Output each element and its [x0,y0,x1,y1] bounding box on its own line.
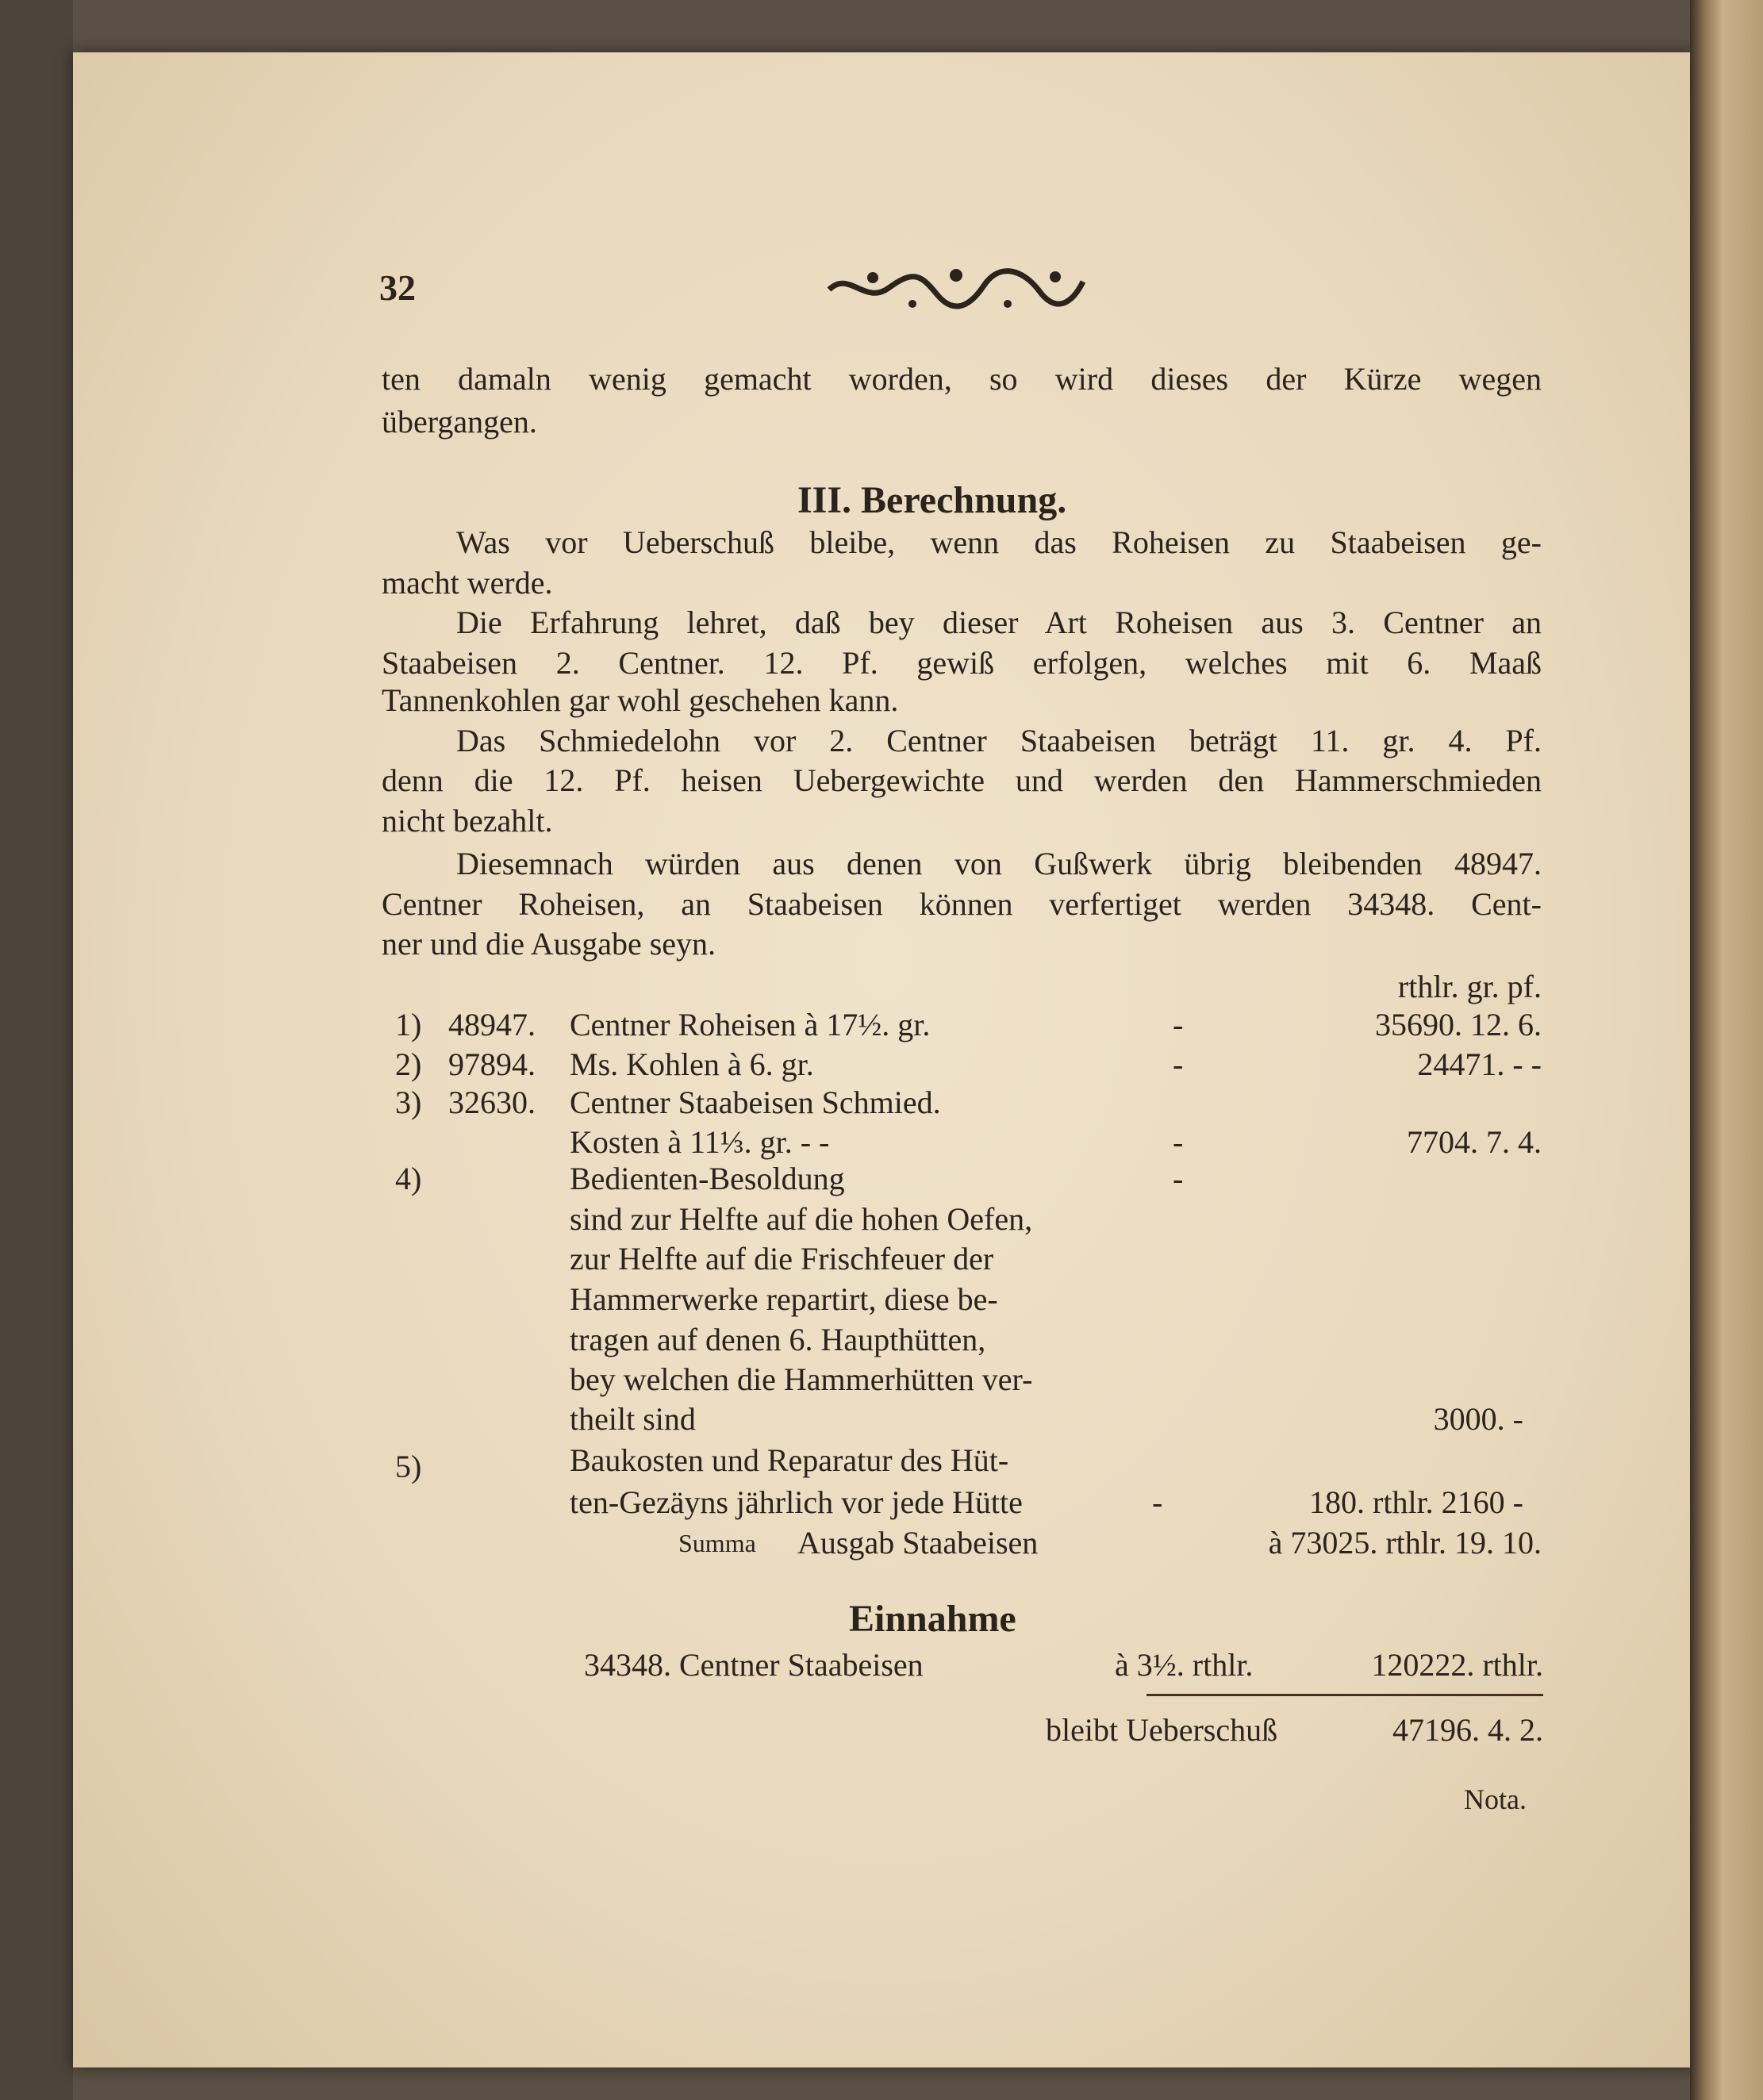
sum-rule [1147,1694,1543,1696]
row-amount: 35690. 12. 6. [1375,1007,1542,1042]
row-description: bey welchen die Hammerhütten ver- [570,1361,1033,1397]
surplus-label: bleibt Ueberschuß [1046,1712,1278,1748]
row-number: 3) [395,1085,422,1120]
body-line: macht werde. [382,565,553,601]
row-description: Centner Roheisen à 17½. gr. [570,1007,931,1042]
row-description: Ms. Kohlen à 6. gr. [570,1046,814,1082]
row-amount: 3000. - [1433,1401,1523,1437]
body-line: Das Schmiedelohn vor 2. Centner Staabeisen beträgt 11. gr. 4. Pf. [456,723,1542,758]
section-title: III. Berechnung. [797,479,1067,521]
income-rate: à 3½. rthlr. [1115,1647,1254,1683]
summa-description: Ausgab Staabeisen [797,1525,1039,1561]
intro-line: übergangen. [382,404,537,440]
row-description: Bedienten-Besoldung [570,1161,845,1196]
row-number: 2) [395,1046,422,1082]
summa-label: Summa [678,1529,756,1557]
row-description: Kosten à 11⅓. gr. - - [570,1124,830,1160]
catchword: Nota. [1464,1783,1527,1815]
row-description: zur Helfte auf die Frischfeuer der [570,1241,994,1277]
scan-background [0,0,73,2100]
row-number: 1) [395,1007,422,1042]
row-description: Centner Staabeisen Schmied. [570,1085,941,1120]
income-amount: 120222. rthlr. [1371,1647,1543,1683]
row-dash: - [1152,1484,1163,1520]
column-header: rthlr. gr. pf. [1397,969,1542,1004]
intro-line: ten damaln wenig gemacht worden, so wird dieses der Kürze wegen [382,361,1542,397]
page-number: 32 [379,267,416,308]
body-line: Centner Roheisen, an Staabeisen können verfertiget werden 34348. Cent- [382,886,1542,922]
row-dash: - [1173,1161,1184,1196]
row-dash: - [1173,1007,1184,1042]
row-description: Baukosten und Reparatur des Hüt- [570,1442,1009,1478]
body-line: Die Erfahrung lehret, daß bey dieser Art Roheisen aus 3. Centner an [456,605,1542,640]
row-quantity: 48947. [448,1007,536,1042]
row-amount: 24471. - - [1417,1046,1542,1082]
row-number: 4) [395,1161,422,1196]
row-description: ten-Gezäyns jährlich vor jede Hütte [570,1484,1023,1520]
row-dash: - [1173,1046,1184,1082]
row-number: 5) [395,1449,422,1484]
body-line: nicht bezahlt. [382,803,553,839]
body-line: Diesemnach würden aus denen von Gußwerk übrig bleibenden 48947. [456,846,1542,881]
body-line: ner und die Ausgabe seyn. [382,926,716,962]
row-amount: 7704. 7. 4. [1407,1124,1542,1160]
row-quantity: 32630. [448,1085,536,1120]
row-description: tragen auf denen 6. Haupthütten, [570,1322,986,1357]
row-quantity: 97894. [448,1046,536,1082]
row-amount: 180. rthlr. 2160 - [1309,1484,1523,1520]
income-title: Einnahme [849,1598,1016,1640]
row-description: Hammerwerke repartirt, diese be- [570,1281,998,1317]
summa-amount: à 73025. rthlr. 19. 10. [1268,1525,1542,1561]
surplus-amount: 47196. 4. 2. [1392,1712,1543,1748]
body-line: Staabeisen 2. Centner. 12. Pf. gewiß erfolgen, welches mit 6. Maaß [382,645,1542,681]
income-item: 34348. Centner Staabeisen [584,1647,924,1683]
body-line: Was vor Ueberschuß bleibe, wenn das Roheisen zu Staabeisen ge- [456,524,1542,560]
row-description: sind zur Helfte auf die hohen Oefen, [570,1201,1033,1237]
body-line: Tannenkohlen gar wohl geschehen kann. [382,682,899,718]
row-dash: - [1173,1124,1184,1160]
next-page-edge [1690,0,1763,2100]
row-description: theilt sind [570,1401,696,1437]
ornament-icon [825,266,1087,313]
body-line: denn die 12. Pf. heisen Uebergewichte und werden den Hammerschmieden [382,762,1542,798]
